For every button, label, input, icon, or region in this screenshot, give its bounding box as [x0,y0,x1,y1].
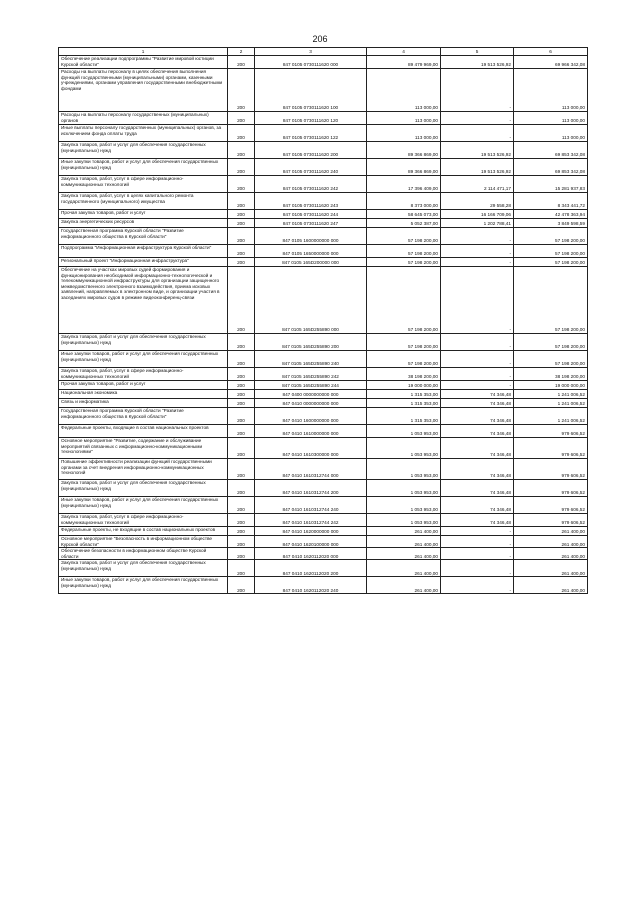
row-kbk-code: 847 0105 0730111620 243 [255,193,367,210]
row-plan-amount: 57 198 200,00 [367,267,441,334]
row-kbk-code: 847 0105 0730111620 240 [255,159,367,176]
row-name: Закупка товаров, работ, услуг в целях капитального ремонта государственного (муниципального) имущества [59,193,228,210]
row-rest-amount: 113 000,00 [514,112,588,125]
table-row [59,399,588,408]
row-kbk-code: 847 0410 1600000000 000 [255,408,367,425]
row-name: Государственная программа Курской области "Развитие информационного общества в Курской области" [59,228,228,245]
table-row [59,368,588,381]
row-plan-amount: 1 315 353,00 [367,390,441,399]
row-admin-code: 200 [228,219,255,228]
row-admin-code: 200 [228,142,255,159]
row-plan-amount: 1 315 353,00 [367,408,441,425]
row-admin-code: 200 [228,548,255,560]
row-name: Закупка товаров, работ, услуг в сфере информационно-коммуникационных технологий [59,368,228,381]
row-plan-amount: 261 400,00 [367,560,441,577]
row-rest-amount: 979 606,52 [514,438,588,459]
row-rest-amount: 261 400,00 [514,527,588,536]
row-name: Закупка товаров, работ и услуг для обеспечения государственных (муниципальных) нужд [59,142,228,159]
table-row [59,219,588,228]
row-fact-amount: 74 346,48 [441,480,514,497]
row-name: Обеспечение на участках мировых судей формирования и функционирования необходимой информационно-технологической и телекоммуникационной инфраструктуры для организации защищенного межведомственного электронного взаимодействия, приема исковых заявлений, направляемых в электронном виде, и организации участия в заседаниях мировых судов в режиме видеоконференц-связи [59,267,228,334]
row-admin-code: 200 [228,125,255,142]
row-rest-amount: 57 198 200,00 [514,228,588,245]
row-name: Закупка товаров, работ и услуг для обеспечения государственных (муниципальных) нужд [59,560,228,577]
row-fact-amount: 74 346,48 [441,438,514,459]
row-rest-amount: 57 198 200,00 [514,351,588,368]
row-name: Иные закупки товаров, работ и услуг для обеспечения государственных (муниципальных) нужд [59,159,228,176]
row-name: Основное мероприятие "Безопасность в информационном обществе Курской области" [59,536,228,548]
row-rest-amount: 979 606,52 [514,425,588,438]
row-admin-code: 200 [228,159,255,176]
table-row [59,459,588,480]
row-fact-amount: 19 513 526,92 [441,159,514,176]
page-number: 206 [312,34,328,44]
row-kbk-code: 847 0105 165D200000 000 [255,258,367,267]
row-name: Подпрограмма "Информационная инфраструктура Курской области" [59,245,228,258]
header-row [59,48,588,56]
table-row [59,125,588,142]
row-rest-amount: 42 478 363,94 [514,210,588,219]
table-row [59,438,588,459]
row-admin-code: 200 [228,480,255,497]
row-kbk-code: 847 0410 1620112020 200 [255,560,367,577]
table-row [59,381,588,390]
row-plan-amount: 8 373 000,00 [367,193,441,210]
row-rest-amount: 979 606,52 [514,497,588,514]
table-row [59,536,588,548]
row-admin-code: 200 [228,497,255,514]
column-header: 3 [255,48,367,56]
row-admin-code: 200 [228,390,255,399]
row-admin-code: 200 [228,425,255,438]
row-fact-amount: - [441,548,514,560]
row-admin-code: 200 [228,267,255,334]
table-row [59,112,588,125]
row-plan-amount: 17 396 409,00 [367,176,441,193]
table-row [59,159,588,176]
row-kbk-code: 847 0410 1610300000 000 [255,438,367,459]
row-name: Закупка товаров, работ и услуг для обеспечения государственных (муниципальных) нужд [59,480,228,497]
row-plan-amount: 57 198 200,00 [367,258,441,267]
row-fact-amount: 1 202 788,41 [441,219,514,228]
row-admin-code: 200 [228,408,255,425]
row-kbk-code: 847 0105 165D255890 244 [255,381,367,390]
row-rest-amount: 261 400,00 [514,548,588,560]
row-kbk-code: 847 0105 0730111620 244 [255,210,367,219]
row-fact-amount: 19 513 526,92 [441,142,514,159]
table-row [59,56,588,69]
row-plan-amount: 1 053 953,00 [367,438,441,459]
row-plan-amount: 113 000,00 [367,125,441,142]
row-admin-code: 200 [228,56,255,69]
column-header: 2 [228,48,255,56]
row-fact-amount: - [441,125,514,142]
row-kbk-code: 847 0105 0730111620 000 [255,56,367,69]
row-plan-amount: 113 000,00 [367,112,441,125]
row-name: Государственная программа Курской области "Развитие информационного общества в Курской области" [59,408,228,425]
row-admin-code: 200 [228,210,255,219]
row-fact-amount: - [441,334,514,351]
row-name: Иные закупки товаров, работ и услуг для обеспечения государственных (муниципальных) нужд [59,351,228,368]
row-plan-amount: 1 315 353,00 [367,399,441,408]
row-plan-amount: 89 366 869,00 [367,159,441,176]
row-name: Региональный проект "Информационная инфраструктура" [59,258,228,267]
table-row [59,193,588,210]
table-row [59,228,588,245]
table-row [59,69,588,112]
row-name: Закупка энергетических ресурсов [59,219,228,228]
row-kbk-code: 847 0105 1600000000 000 [255,228,367,245]
row-kbk-code: 847 0400 0000000000 000 [255,390,367,399]
table-row [59,514,588,527]
row-admin-code: 200 [228,334,255,351]
row-kbk-code: 847 0410 1620100000 000 [255,536,367,548]
row-name: Основное мероприятие "Развитие, содержание и обслуживание мероприятий связанных с информационно-коммуникационными технологиями" [59,438,228,459]
row-admin-code: 200 [228,459,255,480]
row-plan-amount: 261 400,00 [367,536,441,548]
row-kbk-code: 847 0105 0730111620 120 [255,112,367,125]
row-plan-amount: 57 198 200,00 [367,334,441,351]
row-rest-amount: 57 198 200,00 [514,245,588,258]
row-rest-amount: 38 198 200,00 [514,368,588,381]
row-kbk-code: 847 0105 165D255890 000 [255,267,367,334]
row-rest-amount: 1 241 006,52 [514,399,588,408]
row-admin-code: 200 [228,351,255,368]
row-name: Расходы на выплаты персоналу государственных (муниципальных) органов [59,112,228,125]
table-row [59,497,588,514]
column-header: 6 [514,48,588,56]
row-name: Национальная экономика [59,390,228,399]
table-row [59,527,588,536]
row-rest-amount: 979 606,52 [514,514,588,527]
row-plan-amount: 261 400,00 [367,527,441,536]
row-admin-code: 200 [228,438,255,459]
row-kbk-code: 847 0410 1610312744 200 [255,480,367,497]
row-admin-code: 200 [228,69,255,112]
row-fact-amount: - [441,577,514,594]
row-name: Расходы на выплаты персоналу в целях обеспечения выполнения функций государственными (муниципальными) органами, казенными учреждениями, органами управления государственными внебюджетными фондами [59,69,228,112]
row-plan-amount: 57 198 200,00 [367,351,441,368]
row-rest-amount: 57 198 200,00 [514,334,588,351]
row-kbk-code: 847 0410 1620000000 000 [255,527,367,536]
column-header: 5 [441,48,514,56]
row-plan-amount: 1 053 953,00 [367,497,441,514]
row-kbk-code: 847 0410 1610312744 240 [255,497,367,514]
row-admin-code: 200 [228,536,255,548]
row-admin-code: 200 [228,245,255,258]
row-fact-amount: - [441,536,514,548]
table-row [59,548,588,560]
table-row [59,176,588,193]
row-name: Прочая закупка товаров, работ и услуг [59,381,228,390]
row-fact-amount: 74 346,48 [441,399,514,408]
row-fact-amount: 74 346,48 [441,459,514,480]
row-fact-amount: 74 346,48 [441,408,514,425]
row-rest-amount: 113 000,00 [514,125,588,142]
row-kbk-code: 847 0410 1620112020 240 [255,577,367,594]
row-fact-amount: - [441,69,514,112]
row-admin-code: 200 [228,368,255,381]
row-admin-code: 200 [228,228,255,245]
row-rest-amount: 8 343 441,72 [514,193,588,210]
row-kbk-code: 847 0410 1620112020 000 [255,548,367,560]
row-fact-amount: 74 346,48 [441,514,514,527]
row-fact-amount: 2 114 471,17 [441,176,514,193]
row-fact-amount: 29 558,28 [441,193,514,210]
row-fact-amount: - [441,258,514,267]
row-rest-amount: 1 241 006,52 [514,408,588,425]
row-admin-code: 200 [228,258,255,267]
row-rest-amount: 69 966 342,08 [514,56,588,69]
row-kbk-code: 847 0410 1610000000 000 [255,425,367,438]
row-rest-amount: 69 853 342,08 [514,159,588,176]
row-name: Закупка товаров, работ и услуг для обеспечения государственных (муниципальных) нужд [59,334,228,351]
row-plan-amount: 5 052 387,00 [367,219,441,228]
row-rest-amount: 69 853 342,08 [514,142,588,159]
row-rest-amount: 57 198 200,00 [514,267,588,334]
row-rest-amount: 3 849 598,59 [514,219,588,228]
row-name: Закупка товаров, работ, услуг в сфере информационно-коммуникационных технологий [59,514,228,527]
row-fact-amount: - [441,351,514,368]
table-row [59,210,588,219]
row-plan-amount: 57 198 200,00 [367,245,441,258]
row-admin-code: 200 [228,381,255,390]
row-fact-amount: - [441,112,514,125]
row-rest-amount: 979 606,52 [514,459,588,480]
row-rest-amount: 979 606,52 [514,480,588,497]
row-fact-amount: - [441,267,514,334]
row-admin-code: 200 [228,514,255,527]
table-row [59,408,588,425]
row-name: Федеральные проекты, не входящие в состав национальных проектов [59,527,228,536]
row-kbk-code: 847 0105 0730111620 242 [255,176,367,193]
row-plan-amount: 19 000 000,00 [367,381,441,390]
row-kbk-code: 847 0105 165D255890 200 [255,334,367,351]
row-plan-amount: 1 053 953,00 [367,459,441,480]
row-plan-amount: 89 479 969,00 [367,56,441,69]
row-rest-amount: 15 281 937,83 [514,176,588,193]
row-plan-amount: 261 400,00 [367,548,441,560]
row-plan-amount: 1 053 953,00 [367,480,441,497]
row-admin-code: 200 [228,176,255,193]
row-rest-amount: 261 400,00 [514,577,588,594]
row-fact-amount: - [441,381,514,390]
table-row [59,245,588,258]
row-rest-amount: 57 198 200,00 [514,258,588,267]
row-name: Повышение эффективности реализации функций государственными органами за счет внедрения информационно-коммуникационных технологий [59,459,228,480]
row-kbk-code: 847 0410 1610312744 242 [255,514,367,527]
row-fact-amount: - [441,527,514,536]
row-admin-code: 200 [228,527,255,536]
row-kbk-code: 847 0105 165D255890 240 [255,351,367,368]
table-row [59,560,588,577]
row-fact-amount: 19 513 526,92 [441,56,514,69]
row-fact-amount: 74 346,48 [441,497,514,514]
row-fact-amount: 74 346,48 [441,390,514,399]
row-plan-amount: 1 053 953,00 [367,425,441,438]
row-admin-code: 200 [228,399,255,408]
table-row [59,480,588,497]
row-rest-amount: 1 241 006,52 [514,390,588,399]
row-plan-amount: 1 053 953,00 [367,514,441,527]
row-name: Закупка товаров, работ, услуг в сфере информационно-коммуникационных технологий [59,176,228,193]
row-plan-amount: 89 366 869,00 [367,142,441,159]
row-name: Связь и информатика [59,399,228,408]
row-kbk-code: 847 0105 0730111620 200 [255,142,367,159]
table-row [59,351,588,368]
table-row [59,267,588,334]
row-kbk-code: 847 0105 0730111620 100 [255,69,367,112]
row-admin-code: 200 [228,112,255,125]
row-rest-amount: 261 400,00 [514,536,588,548]
row-name: Обеспечение реализации подпрограммы "Развитие мировой юстиции Курской области" [59,56,228,69]
table-row [59,425,588,438]
row-plan-amount: 261 400,00 [367,577,441,594]
row-name: Обеспечение безопасности в информационном обществе Курской области [59,548,228,560]
budget-table [58,47,588,594]
column-header: 4 [367,48,441,56]
table-row [59,390,588,399]
row-fact-amount: - [441,245,514,258]
row-plan-amount: 57 198 200,00 [367,228,441,245]
row-fact-amount: 16 166 709,06 [441,210,514,219]
row-fact-amount: - [441,560,514,577]
row-fact-amount: 74 346,48 [441,425,514,438]
row-kbk-code: 847 0105 0730111620 122 [255,125,367,142]
row-kbk-code: 847 0410 0000000000 000 [255,399,367,408]
row-name: Прочая закупка товаров, работ и услуг [59,210,228,219]
column-header: 1 [59,48,228,56]
row-plan-amount: 58 645 073,00 [367,210,441,219]
table-row [59,142,588,159]
row-admin-code: 200 [228,577,255,594]
row-plan-amount: 38 198 200,00 [367,368,441,381]
row-name: Иные выплаты персоналу государственных (муниципальных) органов, за исключением фонда оплаты труда [59,125,228,142]
table-row [59,258,588,267]
row-kbk-code: 847 0105 0730111620 247 [255,219,367,228]
row-rest-amount: 261 400,00 [514,560,588,577]
row-kbk-code: 847 0410 1610312744 000 [255,459,367,480]
row-name: Федеральные проекты, входящие в состав национальных проектов [59,425,228,438]
row-kbk-code: 847 0105 1650000000 000 [255,245,367,258]
row-admin-code: 200 [228,560,255,577]
row-plan-amount: 113 000,00 [367,69,441,112]
row-rest-amount: 113 000,00 [514,69,588,112]
table-row [59,577,588,594]
row-admin-code: 200 [228,193,255,210]
row-rest-amount: 19 000 000,00 [514,381,588,390]
row-kbk-code: 847 0105 165D255890 242 [255,368,367,381]
row-fact-amount: - [441,368,514,381]
row-name: Иные закупки товаров, работ и услуг для обеспечения государственных (муниципальных) нужд [59,577,228,594]
row-fact-amount: - [441,228,514,245]
row-name: Иные закупки товаров, работ и услуг для обеспечения государственных (муниципальных) нужд [59,497,228,514]
table-row [59,334,588,351]
